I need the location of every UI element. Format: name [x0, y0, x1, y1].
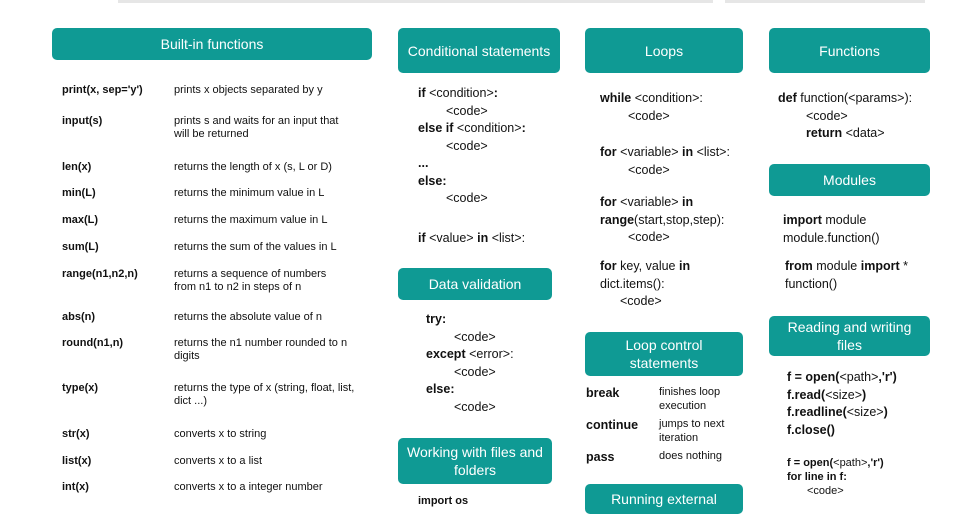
- keyword: else if: [418, 121, 454, 135]
- loop-control-header: [585, 332, 743, 376]
- loops-dict-code: [600, 258, 690, 311]
- keyword: in: [682, 145, 694, 159]
- loop-control-header-label: Loop control statements: [625, 337, 703, 371]
- placeholder: <error>:: [469, 347, 514, 361]
- builtin-desc: prints s and waits for an input that will be returned: [174, 115, 339, 140]
- builtin-fn: round(n1,n): [62, 337, 124, 349]
- builtin-desc: returns the n1 number rounded to n digits: [174, 337, 348, 362]
- code-placeholder: <code>: [620, 294, 662, 308]
- code-placeholder: <code>: [454, 329, 496, 344]
- module-name: module: [816, 259, 858, 273]
- files-folders-header: [398, 438, 552, 484]
- code-placeholder: <code>: [446, 191, 488, 205]
- placeholder: <list>:: [696, 145, 730, 159]
- placeholder: <path>: [839, 370, 879, 384]
- builtin-fn: len(x): [62, 161, 92, 173]
- loops-header-label: Loops: [644, 42, 684, 59]
- keyword: try:: [426, 312, 447, 326]
- loop-control-kw: continue: [586, 418, 639, 432]
- paren: ): [883, 405, 888, 419]
- keyword: import: [860, 259, 900, 273]
- top-divider-right: [725, 0, 925, 3]
- mode: ,'r'): [867, 457, 884, 469]
- builtin-desc: returns the length of x (s, L or D): [174, 161, 332, 173]
- placeholder: <variable>: [620, 145, 679, 159]
- loop-control-desc: does nothing: [659, 450, 722, 462]
- open-call: f = open(: [787, 370, 840, 384]
- builtin-desc: returns the sum of the values in L: [174, 241, 337, 253]
- builtin-desc: converts x to a list: [174, 455, 263, 467]
- code-placeholder: <code>: [807, 485, 844, 497]
- builtin-fn: int(x): [62, 481, 89, 493]
- keyword: while: [600, 91, 632, 105]
- keyword: for: [600, 259, 617, 273]
- loop-control-desc: finishes loop execution: [659, 386, 721, 412]
- colon: :: [493, 86, 498, 100]
- keyword: else:: [418, 173, 447, 188]
- functions-header-label: Functions: [819, 42, 880, 59]
- placeholder: <list>:: [491, 231, 526, 245]
- builtin-fn: type(x): [62, 382, 99, 394]
- keyword: from: [785, 259, 813, 273]
- builtin-desc: returns the type of x (string, float, list, dict ...): [174, 382, 355, 407]
- keyword: for: [600, 195, 617, 209]
- modules-header: [769, 164, 930, 196]
- conditional-header: [398, 28, 560, 73]
- conditional-header-label: Conditional statements: [407, 42, 551, 59]
- builtin-desc: returns the minimum value in L: [174, 187, 325, 199]
- builtin-fn: max(L): [62, 214, 99, 226]
- code-placeholder: <code>: [446, 103, 488, 118]
- code-placeholder: <code>: [628, 230, 670, 244]
- builtin-desc: prints x objects separated by y: [174, 84, 323, 96]
- mode: ,'r'): [878, 370, 897, 384]
- builtin-fn: abs(n): [62, 311, 95, 323]
- modules-header-label: Modules: [823, 172, 876, 188]
- close-call: f.close(): [787, 422, 835, 437]
- for-line: for line in f:: [787, 471, 847, 483]
- builtin-fn: str(x): [62, 428, 90, 440]
- running-external-header-label: Running external: [611, 491, 717, 507]
- files-loop-code: [787, 456, 884, 498]
- placeholder: <condition>: [429, 86, 494, 100]
- builtin-desc: returns the absolute value of n: [174, 311, 322, 323]
- placeholder: <condition>: [456, 121, 522, 135]
- builtin-fn: input(s): [62, 115, 103, 127]
- code-placeholder: <code>: [806, 108, 848, 123]
- colon: :: [521, 121, 526, 135]
- files-folders-header-label: Working with files and folders: [407, 444, 543, 478]
- validation-code: [426, 311, 514, 416]
- top-divider: [118, 0, 713, 3]
- code-placeholder: <code>: [454, 399, 496, 414]
- functions-code: [778, 90, 912, 143]
- builtin-desc: returns a sequence of numbers from n1 to n2 in steps of n: [174, 268, 327, 293]
- open-call: f = open(: [787, 457, 834, 469]
- dict-items: dict.items():: [600, 276, 665, 291]
- module-call: module.function(): [783, 230, 880, 245]
- keyword: in: [679, 259, 691, 273]
- modules-from-code: [785, 258, 908, 293]
- loop-control-kw: break: [586, 386, 620, 400]
- keyword: def: [778, 91, 797, 105]
- validation-header: [398, 268, 552, 300]
- functions-header: [769, 28, 930, 73]
- validation-header-label: Data validation: [428, 276, 522, 292]
- range-args: (start,stop,step):: [634, 212, 725, 227]
- import-line: import os: [418, 495, 469, 507]
- conditional-code: [418, 85, 526, 208]
- keyword: return: [806, 126, 843, 140]
- read-call: f.read(: [787, 387, 826, 402]
- loops-range-code: [600, 194, 724, 247]
- placeholder: <value>: [429, 231, 474, 245]
- conditional-in-code: [418, 230, 525, 248]
- files-header-label: Reading and writing files: [787, 319, 912, 353]
- files-folders-code: [418, 494, 468, 508]
- function-call: function(): [785, 276, 838, 291]
- builtins-header: [52, 28, 372, 60]
- builtin-desc: converts x to a integer number: [174, 481, 323, 493]
- running-external-header: [585, 484, 743, 514]
- placeholder: <path>: [833, 457, 868, 469]
- builtin-fn: sum(L): [62, 241, 99, 253]
- readline-call: f.readline(: [787, 405, 847, 419]
- builtin-fn: list(x): [62, 455, 92, 467]
- loops-for-code: [600, 144, 730, 179]
- keyword: in: [682, 195, 694, 209]
- modules-code: [783, 212, 880, 247]
- keyword: except: [426, 347, 466, 361]
- signature: function(<params>):: [800, 91, 913, 105]
- keyword: if: [418, 231, 426, 245]
- code-placeholder: <code>: [628, 108, 670, 123]
- keyword: for: [600, 145, 617, 159]
- keyword: else:: [426, 382, 455, 396]
- placeholder: <variable>: [620, 195, 679, 209]
- keyword: import: [783, 213, 822, 227]
- keyword: if: [418, 86, 426, 100]
- code-placeholder: <code>: [446, 138, 488, 153]
- builtin-fn: print(x, sep='y'): [62, 84, 143, 96]
- files-code: [787, 369, 897, 439]
- builtin-fn: min(L): [62, 187, 96, 199]
- code-placeholder: <code>: [454, 364, 496, 379]
- paren: ): [862, 387, 867, 402]
- loops-code: [600, 90, 703, 125]
- keyword: range: [600, 212, 635, 227]
- loops-header: [585, 28, 743, 73]
- builtins-header-label: Built-in functions: [160, 36, 264, 52]
- ellipsis: ...: [418, 156, 429, 170]
- builtin-desc: returns the maximum value in L: [174, 214, 328, 226]
- placeholder: <size>: [825, 387, 863, 402]
- placeholder: <data>: [845, 126, 885, 140]
- loop-control-kw: pass: [586, 450, 615, 464]
- builtin-fn: range(n1,n2,n): [62, 268, 138, 280]
- module-name: module: [825, 213, 867, 227]
- keyword: in: [477, 231, 489, 245]
- placeholder: key, value: [620, 259, 676, 273]
- files-header: [769, 316, 930, 356]
- star: *: [903, 259, 908, 273]
- loop-control-desc: jumps to next iteration: [659, 418, 725, 444]
- placeholder: <size>: [846, 405, 884, 419]
- builtin-desc: converts x to string: [174, 428, 267, 440]
- placeholder: <condition>:: [634, 91, 703, 105]
- code-placeholder: <code>: [628, 162, 670, 177]
